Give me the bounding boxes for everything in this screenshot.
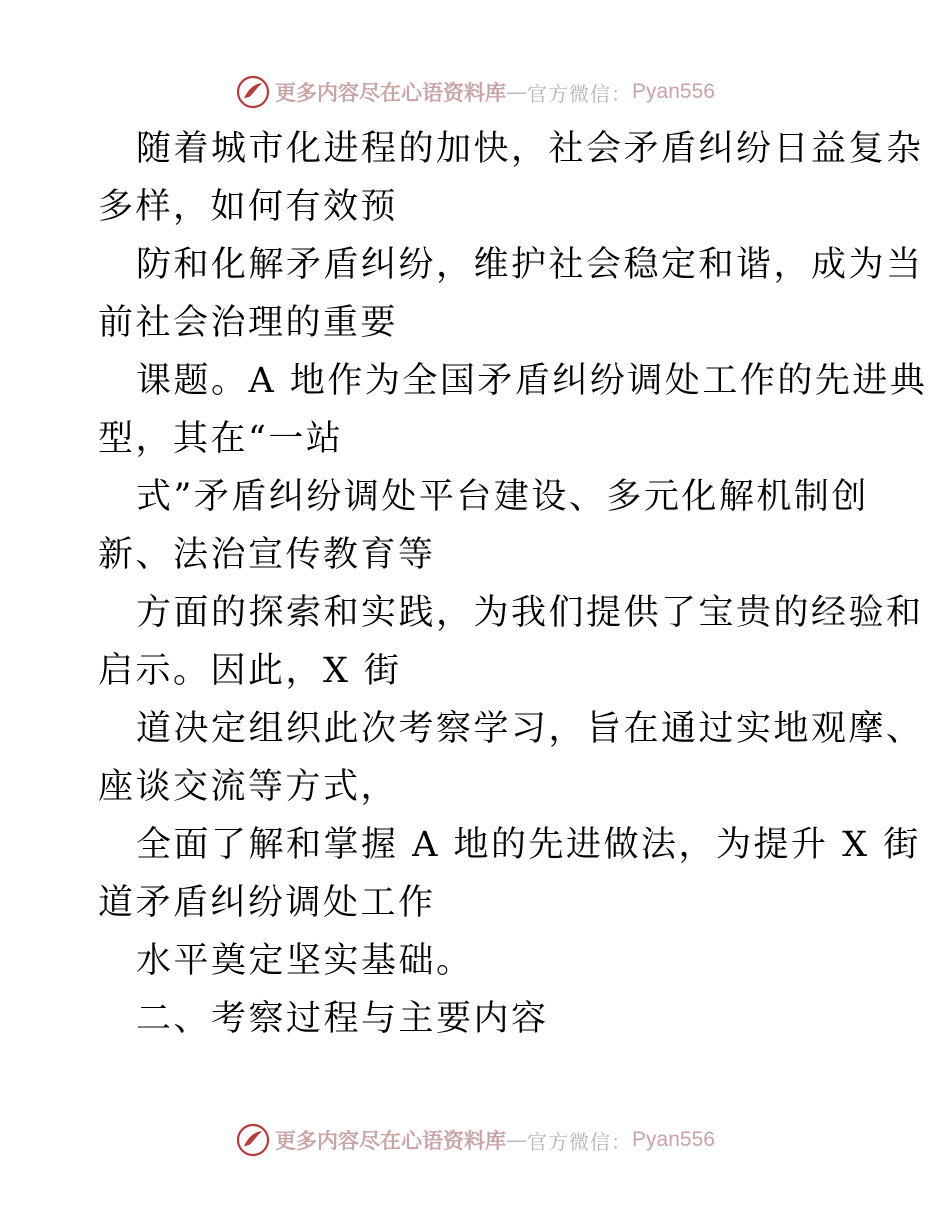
paragraph-line: 式”矛盾纠纷调处平台建设、多元化解机制创 — [136, 477, 869, 517]
section-heading: 二、考察过程与主要内容 — [136, 999, 549, 1039]
watermark-dash: — — [506, 1128, 528, 1152]
paragraph-line: 全面了解和掌握 A 地的先进做法，为提升 X 街 — [136, 825, 921, 865]
paragraph-line: 座谈交流等方式， — [98, 767, 399, 807]
header-watermark — [0, 72, 950, 112]
paragraph-line: 新、法治宣传教育等 — [98, 535, 436, 575]
paragraph-line: 随着城市化进程的加快，社会矛盾纠纷日益复杂 — [136, 129, 924, 169]
watermark-wechat-id: Pyan556 — [632, 1128, 715, 1151]
library-logo-icon — [235, 74, 271, 110]
paragraph-line: 防和化解矛盾纠纷，维护社会稳定和谐，成为当 — [136, 245, 924, 285]
paragraph-line: 型，其在“一站 — [98, 419, 344, 459]
paragraph-line: 前社会治理的重要 — [98, 303, 399, 343]
watermark-dash: — — [506, 80, 528, 104]
watermark-wechat-id: Pyan556 — [632, 80, 715, 103]
paragraph-line: 启示。因此，X 街 — [98, 651, 402, 691]
library-logo-icon — [235, 1122, 271, 1158]
document-body — [98, 120, 928, 1048]
paragraph-line: 多样，如何有效预 — [98, 187, 399, 227]
paragraph-line: 课题。A 地作为全国矛盾纠纷调处工作的先进典 — [136, 361, 928, 401]
watermark-title: 更多内容尽在心语资料库 — [275, 80, 507, 105]
paragraph-line: 水平奠定坚实基础。 — [136, 941, 474, 981]
footer-watermark — [0, 1120, 950, 1160]
paragraph-line: 方面的探索和实践，为我们提供了宝贵的经验和 — [136, 593, 924, 633]
watermark-title: 更多内容尽在心语资料库 — [275, 1128, 507, 1153]
watermark-wechat-label: 官方微信： — [527, 1129, 633, 1154]
paragraph-line: 道决定组织此次考察学习，旨在通过实地观摩、 — [136, 709, 924, 749]
paragraph-line: 道矛盾纠纷调处工作 — [98, 883, 436, 923]
watermark-wechat-label: 官方微信： — [527, 81, 633, 106]
